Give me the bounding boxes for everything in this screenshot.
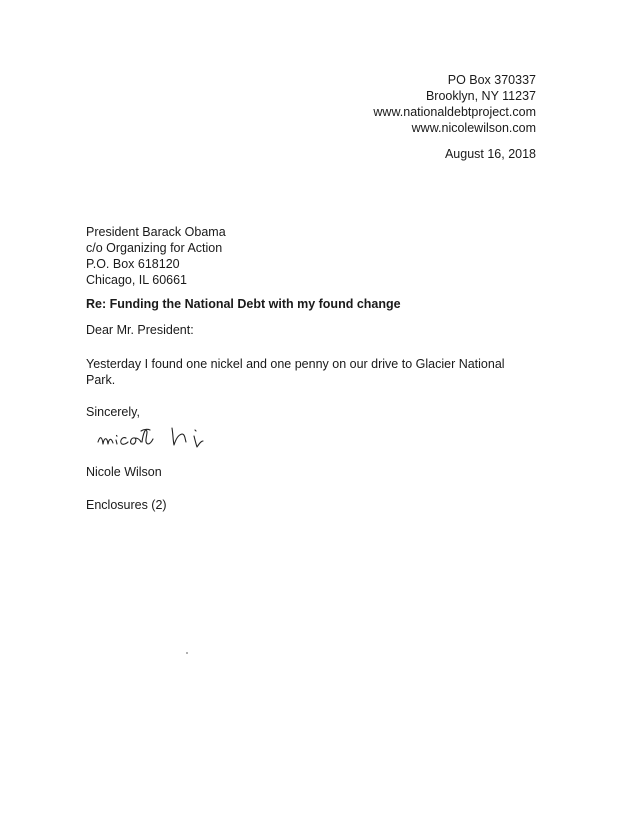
closing: Sincerely, [86, 405, 140, 419]
scan-speck [186, 652, 188, 654]
sender-website-2: www.nicolewilson.com [411, 121, 536, 135]
handwritten-signature [96, 414, 246, 454]
recipient-organization: c/o Organizing for Action [86, 241, 223, 255]
sender-address-block [373, 72, 536, 136]
recipient-address-block [86, 224, 226, 288]
recipient-po-box: P.O. Box 618120 [86, 257, 180, 271]
sender-po-box: PO Box 370337 [447, 73, 536, 87]
salutation: Dear Mr. President: [86, 323, 194, 337]
enclosures-line: Enclosures (2) [86, 498, 167, 512]
letter-body: Yesterday I found one nickel and one penny on our drive to Glacier National Park. [86, 357, 505, 387]
letter-date: August 16, 2018 [444, 147, 536, 161]
subject-line: Re: Funding the National Debt with my found change [86, 297, 401, 311]
recipient-name: President Barack Obama [86, 225, 226, 239]
sender-city: Brooklyn, NY 11237 [425, 89, 536, 103]
sender-website-1: www.nationaldebtproject.com [373, 105, 536, 119]
recipient-city: Chicago, IL 60661 [86, 273, 188, 287]
signer-name: Nicole Wilson [86, 465, 162, 479]
